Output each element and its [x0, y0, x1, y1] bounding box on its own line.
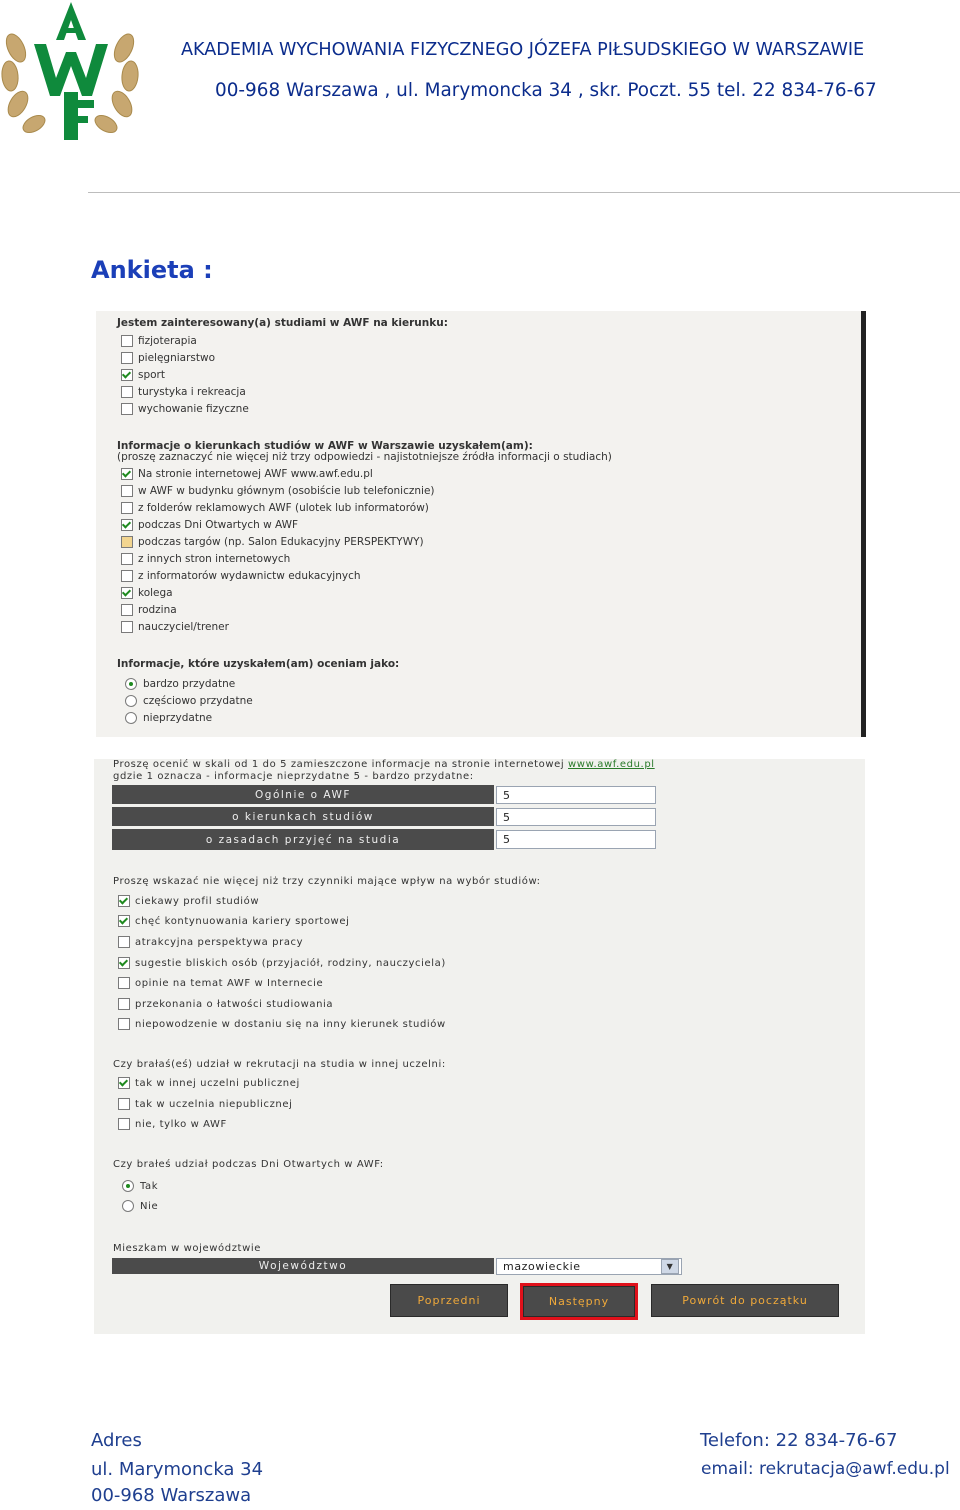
q2-heading: Informacje o kierunkach studiów w AWF w Warszawie uzyskałem(am): [117, 440, 533, 452]
checkbox[interactable] [121, 519, 133, 531]
factor-option[interactable] [118, 957, 446, 969]
region-select-value: mazowieckie [503, 1260, 581, 1273]
rating-label-admission: o zasadach przyjęć na studia [112, 829, 494, 850]
rating-label-general: Ogólnie o AWF [112, 785, 494, 804]
page-title: Ankieta : [91, 256, 213, 284]
checkbox[interactable] [121, 403, 133, 415]
other-uni-option[interactable] [118, 1098, 293, 1110]
factor-option[interactable] [118, 977, 323, 989]
q3-option[interactable] [125, 712, 212, 724]
option-label: nieprzydatne [143, 712, 213, 724]
checkbox[interactable] [118, 977, 130, 989]
q1-option[interactable] [121, 369, 165, 381]
option-label: sugestie bliskich osób (przyjaciół, rodziny, nauczyciela) [135, 957, 446, 969]
q1-option[interactable] [121, 386, 246, 398]
checkbox[interactable] [121, 502, 133, 514]
option-label: pielęgniarstwo [138, 352, 216, 364]
open-days-option[interactable] [122, 1200, 158, 1212]
q1-option[interactable] [121, 335, 197, 347]
footer-address-title: Adres [91, 1430, 142, 1451]
radio-button[interactable] [125, 712, 137, 724]
option-label: fizjoterapia [138, 335, 197, 347]
option-label: nauczyciel/trener [138, 621, 229, 633]
q1-option[interactable] [121, 352, 215, 364]
option-label: w AWF w budynku głównym (osobiście lub telefonicznie) [138, 485, 435, 497]
region-label: Województwo [112, 1258, 494, 1274]
checkbox[interactable] [121, 485, 133, 497]
survey-screenshot-1 [96, 311, 866, 737]
rating-input-courses[interactable]: 5 [496, 808, 656, 826]
checkbox[interactable] [121, 587, 133, 599]
factor-option[interactable] [118, 895, 259, 907]
other-uni-option[interactable] [118, 1077, 300, 1089]
checkbox[interactable] [118, 1098, 130, 1110]
factor-option[interactable] [118, 1018, 446, 1030]
survey-screenshot-2 [94, 759, 865, 1334]
q2-option[interactable] [121, 502, 429, 514]
option-label: przekonania o łatwości studiowania [135, 998, 334, 1010]
header-divider [88, 192, 960, 193]
factor-option[interactable] [118, 998, 333, 1010]
option-label: tak w uczelnia niepublicznej [135, 1098, 293, 1110]
checkbox[interactable] [121, 536, 133, 548]
option-label: z folderów reklamowych AWF (ulotek lub informatorów) [138, 502, 429, 514]
q2-option[interactable] [121, 519, 298, 531]
q2-option[interactable] [121, 536, 424, 548]
factor-option[interactable] [118, 915, 349, 927]
option-label: podczas Dni Otwartych w AWF [138, 519, 299, 531]
footer-city: 00-968 Warszawa [91, 1485, 252, 1506]
factor-option[interactable] [118, 936, 303, 948]
checkbox[interactable] [118, 1077, 130, 1089]
previous-button[interactable]: Poprzedni [390, 1284, 508, 1317]
checkbox[interactable] [121, 352, 133, 364]
option-label: wychowanie fizyczne [138, 403, 249, 415]
rating-intro-text: Proszę ocenić w skali od 1 do 5 zamieszczone informacje na stronie internetowej [113, 759, 565, 770]
option-label: opinie na temat AWF w Internecie [135, 977, 324, 989]
checkbox[interactable] [118, 895, 130, 907]
q1-heading: Jestem zainteresowany(a) studiami w AWF na kierunku: [117, 317, 448, 329]
other-uni-option[interactable] [118, 1118, 227, 1130]
checkbox[interactable] [118, 1118, 130, 1130]
q2-option[interactable] [121, 468, 373, 480]
option-label: Nie [140, 1200, 159, 1212]
option-label: rodzina [138, 604, 177, 616]
checkbox[interactable] [118, 998, 130, 1010]
checkbox[interactable] [121, 369, 133, 381]
awf-logo [0, 0, 142, 142]
option-label: kolega [138, 587, 173, 599]
checkbox[interactable] [121, 335, 133, 347]
region-heading: Mieszkam w województwie [113, 1243, 261, 1254]
option-label: niepowodzenie w dostaniu się na inny kierunek studiów [135, 1018, 446, 1030]
screenshot-border [861, 311, 866, 737]
restart-button[interactable]: Powrót do początku [651, 1284, 839, 1317]
rating-scale-note: gdzie 1 oznacza - informacje nieprzydatne 5 - bardzo przydatne: [113, 771, 474, 782]
checkbox[interactable] [121, 468, 133, 480]
q2-option[interactable] [121, 485, 435, 497]
q2-option[interactable] [121, 621, 229, 633]
q2-option[interactable] [121, 604, 177, 616]
q1-option[interactable] [121, 403, 249, 415]
other-uni-heading: Czy brałaś(eś) udział w rekrutacji na studia w innej uczelni: [113, 1059, 446, 1070]
option-label: atrakcyjna perspektywa pracy [135, 936, 304, 948]
q3-option[interactable] [125, 695, 253, 707]
option-label: bardzo przydatne [143, 678, 236, 690]
open-days-heading: Czy brałeś udział podczas Dni Otwartych w AWF: [113, 1159, 384, 1170]
rating-label-courses: o kierunkach studiów [112, 807, 494, 826]
next-button[interactable]: Następny [523, 1286, 635, 1317]
radio-button[interactable] [122, 1180, 134, 1192]
awf-website-link[interactable]: www.awf.edu.pl [568, 759, 655, 770]
option-label: ciekawy profil studiów [135, 895, 260, 907]
option-label: Na stronie internetowej AWF www.awf.edu.pl [138, 468, 373, 480]
radio-button[interactable] [122, 1200, 134, 1212]
header-institution-name: AKADEMIA WYCHOWANIA FIZYCZNEGO JÓZEFA PIŁSUDSKIEGO W WARSZAWIE [181, 40, 865, 60]
q3-heading: Informacje, które uzyskałem(am) oceniam jako: [117, 658, 400, 670]
checkbox[interactable] [118, 957, 130, 969]
footer-street: ul. Marymoncka 34 [91, 1459, 264, 1480]
option-label: chęć kontynuowania kariery sportowej [135, 915, 350, 927]
q2-subheading: (proszę zaznaczyć nie więcej niż trzy odpowiedzi - najistotniejsze źródła informacji o studiach) [117, 451, 612, 463]
checkbox[interactable] [118, 915, 130, 927]
rating-input-admission[interactable]: 5 [496, 830, 656, 849]
checkbox[interactable] [118, 936, 130, 948]
checkbox[interactable] [121, 570, 133, 582]
factors-heading: Proszę wskazać nie więcej niż trzy czynniki mające wpływ na wybór studiów: [113, 876, 541, 887]
option-label: nie, tylko w AWF [135, 1118, 227, 1130]
rating-intro [113, 759, 655, 770]
q2-option[interactable] [121, 570, 361, 582]
checkbox[interactable] [121, 386, 133, 398]
header-address: 00-968 Warszawa , ul. Marymoncka 34 , skr. Poczt. 55 tel. 22 834-76-67 [215, 80, 877, 101]
option-label: sport [138, 369, 165, 381]
checkbox[interactable] [118, 1018, 130, 1030]
option-label: Tak [140, 1180, 159, 1192]
checkbox[interactable] [121, 553, 133, 565]
region-select[interactable] [496, 1258, 682, 1275]
radio-button[interactable] [125, 678, 137, 690]
open-days-option[interactable] [122, 1180, 158, 1192]
radio-button[interactable] [125, 695, 137, 707]
option-label: częściowo przydatne [143, 695, 253, 707]
option-label: z innych stron internetowych [138, 553, 291, 565]
option-label: podczas targów (np. Salon Edukacyjny PERSPEKTYWY) [138, 536, 424, 548]
option-label: tak w innej uczelni publicznej [135, 1077, 300, 1089]
footer-email: email: rekrutacja@awf.edu.pl [701, 1459, 950, 1479]
q2-option[interactable] [121, 553, 290, 565]
option-label: turystyka i rekreacja [138, 386, 246, 398]
footer-phone: Telefon: 22 834-76-67 [700, 1430, 898, 1451]
chevron-down-icon[interactable]: ▼ [661, 1259, 679, 1274]
q2-option[interactable] [121, 587, 173, 599]
checkbox[interactable] [121, 604, 133, 616]
checkbox[interactable] [121, 621, 133, 633]
q3-option[interactable] [125, 678, 235, 690]
rating-input-general[interactable]: 5 [496, 786, 656, 804]
option-label: z informatorów wydawnictw edukacyjnych [138, 570, 361, 582]
